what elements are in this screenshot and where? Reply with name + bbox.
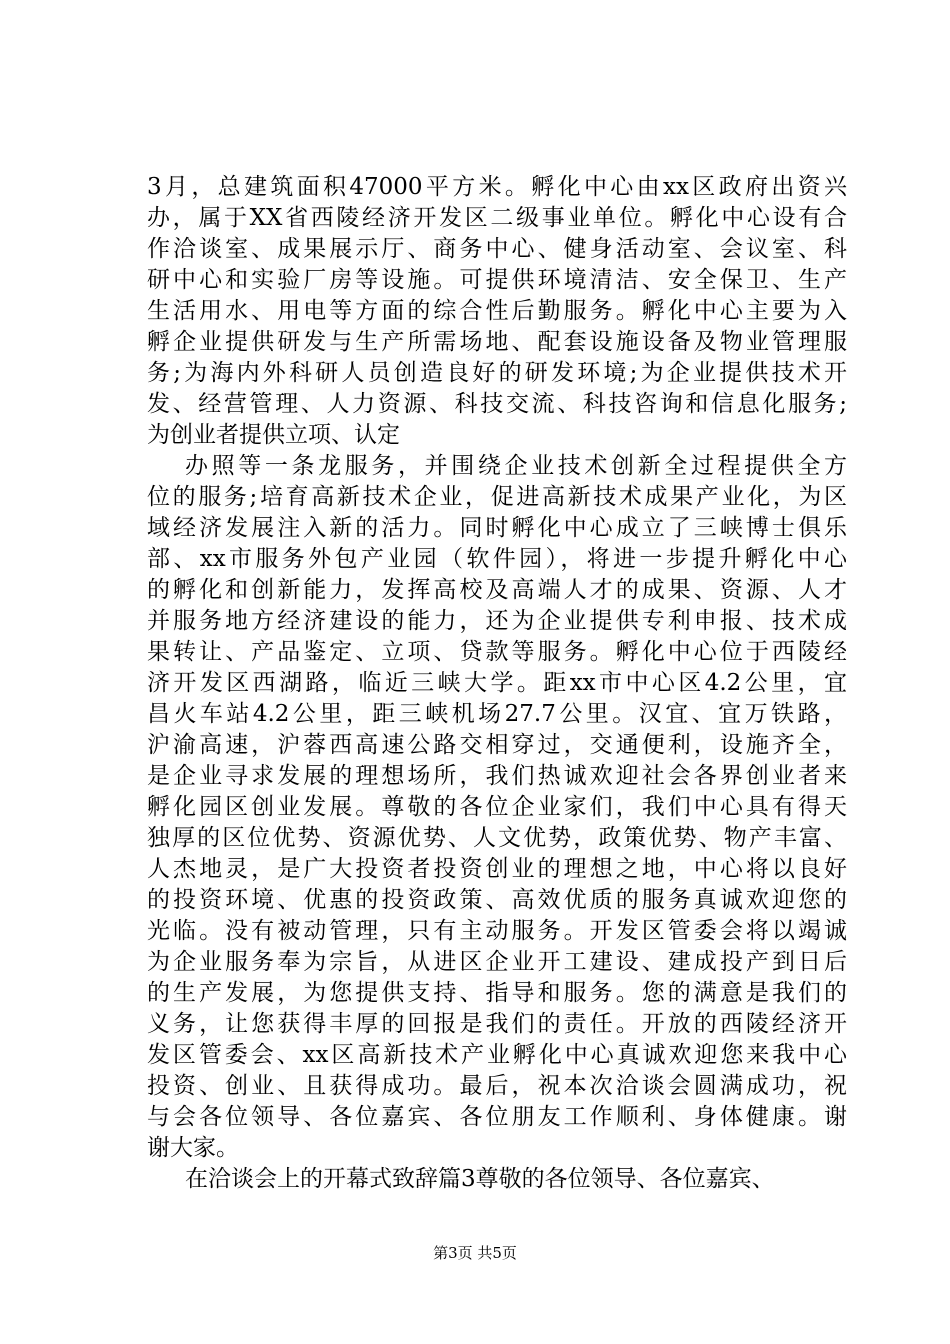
body-text bbox=[147, 172, 847, 1195]
text-line: 的投资环境、优惠的投资政策、高效优质的服务真诚欢迎您的 bbox=[147, 887, 847, 913]
text-line: 办照等一条龙服务，并围绕企业技术创新全过程提供全方 bbox=[185, 453, 847, 479]
text-line: 在洽谈会上的开幕式致辞篇3尊敬的各位领导、各位嘉宾、 bbox=[185, 1166, 775, 1192]
text-line: 作洽谈室、成果展示厅、商务中心、健身活动室、会议室、科 bbox=[147, 236, 847, 262]
text-line: 济开发区西湖路，临近三峡大学。距xx市中心区4.2公里，宜 bbox=[147, 670, 847, 696]
text-line: 办，属于XX省西陵经济开发区二级事业单位。孵化中心设有合 bbox=[147, 205, 847, 231]
text-line: 为创业者提供立项、认定 bbox=[147, 422, 400, 448]
text-line: 发、经营管理、人力资源、科技交流、科技咨询和信息化服务; bbox=[147, 391, 847, 417]
text-line: 义务，让您获得丰厚的回报是我们的责任。开放的西陵经济开 bbox=[147, 1011, 847, 1037]
page-footer: 第3页 共5页 bbox=[433, 1244, 517, 1262]
text-line: 为企业服务奉为宗旨，从进区企业开工建设、建成投产到日后 bbox=[147, 949, 847, 975]
text-line: 昌火车站4.2公里，距三峡机场27.7公里。汉宜、宜万铁路， bbox=[147, 701, 847, 727]
text-line: 务;为海内外科研人员创造良好的研发环境;为企业提供技术开 bbox=[147, 360, 847, 386]
text-line: 光临。没有被动管理，只有主动服务。开发区管委会将以竭诚 bbox=[147, 918, 847, 944]
text-line: 孵化园区创业发展。尊敬的各位企业家们，我们中心具有得天 bbox=[147, 794, 847, 820]
text-line: 域经济发展注入新的活力。同时孵化中心成立了三峡博士俱乐 bbox=[147, 515, 847, 541]
text-line: 是企业寻求发展的理想场所，我们热诚欢迎社会各界创业者来 bbox=[147, 763, 847, 789]
text-line: 人杰地灵，是广大投资者投资创业的理想之地，中心将以良好 bbox=[147, 856, 847, 882]
text-line: 的孵化和创新能力，发挥高校及高端人才的成果、资源、人才 bbox=[147, 577, 847, 603]
text-line: 与会各位领导、各位嘉宾、各位朋友工作顺利、身体健康。谢 bbox=[147, 1104, 847, 1130]
text-line: 发区管委会、xx区高新技术产业孵化中心真诚欢迎您来我中心 bbox=[147, 1042, 847, 1068]
text-line: 并服务地方经济建设的能力，还为企业提供专利申报、技术成 bbox=[147, 608, 847, 634]
text-line: 孵企业提供研发与生产所需场地、配套设施设备及物业管理服 bbox=[147, 329, 847, 355]
text-line: 位的服务;培育高新技术企业，促进高新技术成果产业化，为区 bbox=[147, 484, 847, 510]
text-line: 独厚的区位优势、资源优势、人文优势，政策优势、物产丰富、 bbox=[147, 825, 847, 851]
text-line: 生活用水、用电等方面的综合性后勤服务。孵化中心主要为入 bbox=[147, 298, 847, 324]
text-line: 果转让、产品鉴定、立项、贷款等服务。孵化中心位于西陵经 bbox=[147, 639, 847, 665]
text-line: 谢大家。 bbox=[147, 1135, 239, 1161]
text-line: 沪渝高速，沪蓉西高速公路交相穿过，交通便利，设施齐全， bbox=[147, 732, 847, 758]
text-line: 研中心和实验厂房等设施。可提供环境清洁、安全保卫、生产 bbox=[147, 267, 847, 293]
text-line: 3月，总建筑面积47000平方米。孵化中心由xx区政府出资兴 bbox=[147, 174, 847, 200]
text-line: 部、xx市服务外包产业园（软件园），将进一步提升孵化中心 bbox=[147, 546, 847, 572]
text-line: 的生产发展，为您提供支持、指导和服务。您的满意是我们的 bbox=[147, 980, 847, 1006]
text-line: 投资、创业、且获得成功。最后，祝本次洽谈会圆满成功，祝 bbox=[147, 1073, 847, 1099]
